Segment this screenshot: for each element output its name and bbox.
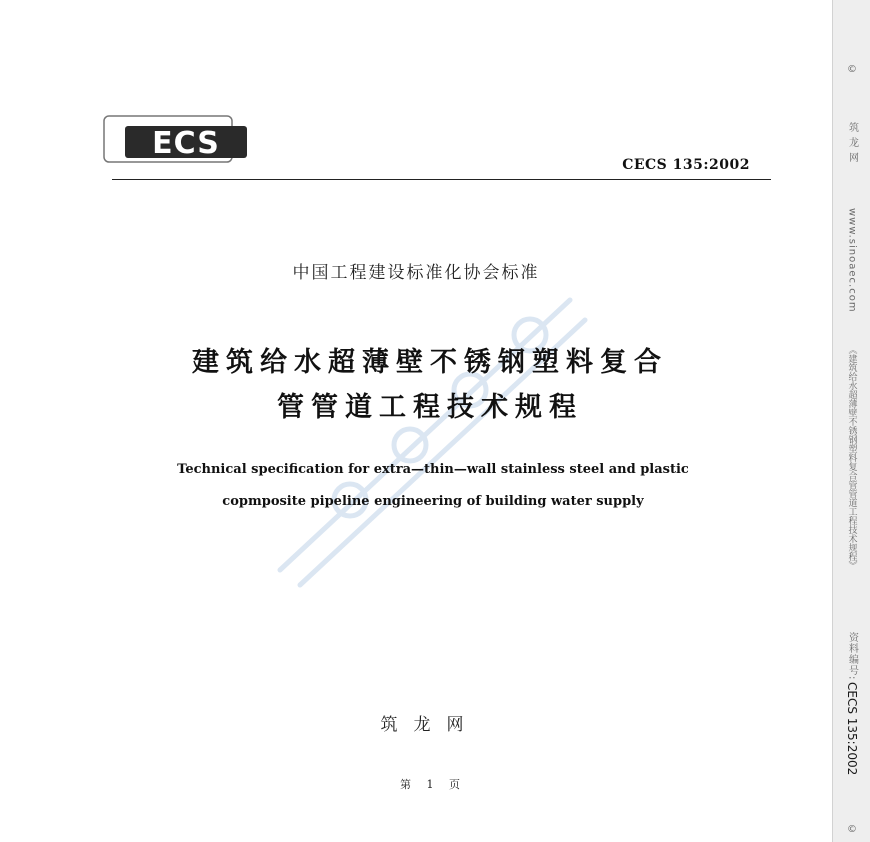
title-line-2: 管管道工程技术规程 bbox=[277, 392, 583, 423]
header-rule bbox=[112, 179, 771, 180]
page-number: 第 1 页 bbox=[400, 778, 466, 791]
side-site-name: 筑 龙 网 bbox=[846, 122, 858, 164]
side-doc-title: 《建筑给水超薄壁不锈钢塑料复合管管道工程技术规程》 bbox=[846, 345, 857, 570]
side-doc-number: CECS 135:2002 bbox=[845, 682, 859, 776]
logo-text: ECS bbox=[152, 126, 220, 161]
standard-code: CECS 135:2002 bbox=[622, 157, 750, 173]
title-line-1: 建筑给水超薄壁不锈钢塑料复合 bbox=[192, 347, 668, 378]
ecs-logo bbox=[103, 114, 251, 164]
copyright-icon: © bbox=[846, 64, 858, 76]
english-title-line-2: copmposite pipeline engineering of building water supply bbox=[222, 494, 644, 509]
side-site-url[interactable]: www.sinoaec.com bbox=[846, 208, 858, 313]
side-strip bbox=[832, 0, 870, 842]
side-doc-number-label: 资料编号: bbox=[846, 632, 858, 681]
copyright-icon-bottom: © bbox=[846, 824, 858, 836]
organization-name: 中国工程建设标准化协会标准 bbox=[292, 263, 540, 283]
publisher-name: 筑龙网 bbox=[380, 715, 480, 735]
watermark bbox=[240, 270, 600, 610]
english-title-line-1: Technical specification for extra—thin—wall stainless steel and plastic bbox=[177, 462, 689, 477]
